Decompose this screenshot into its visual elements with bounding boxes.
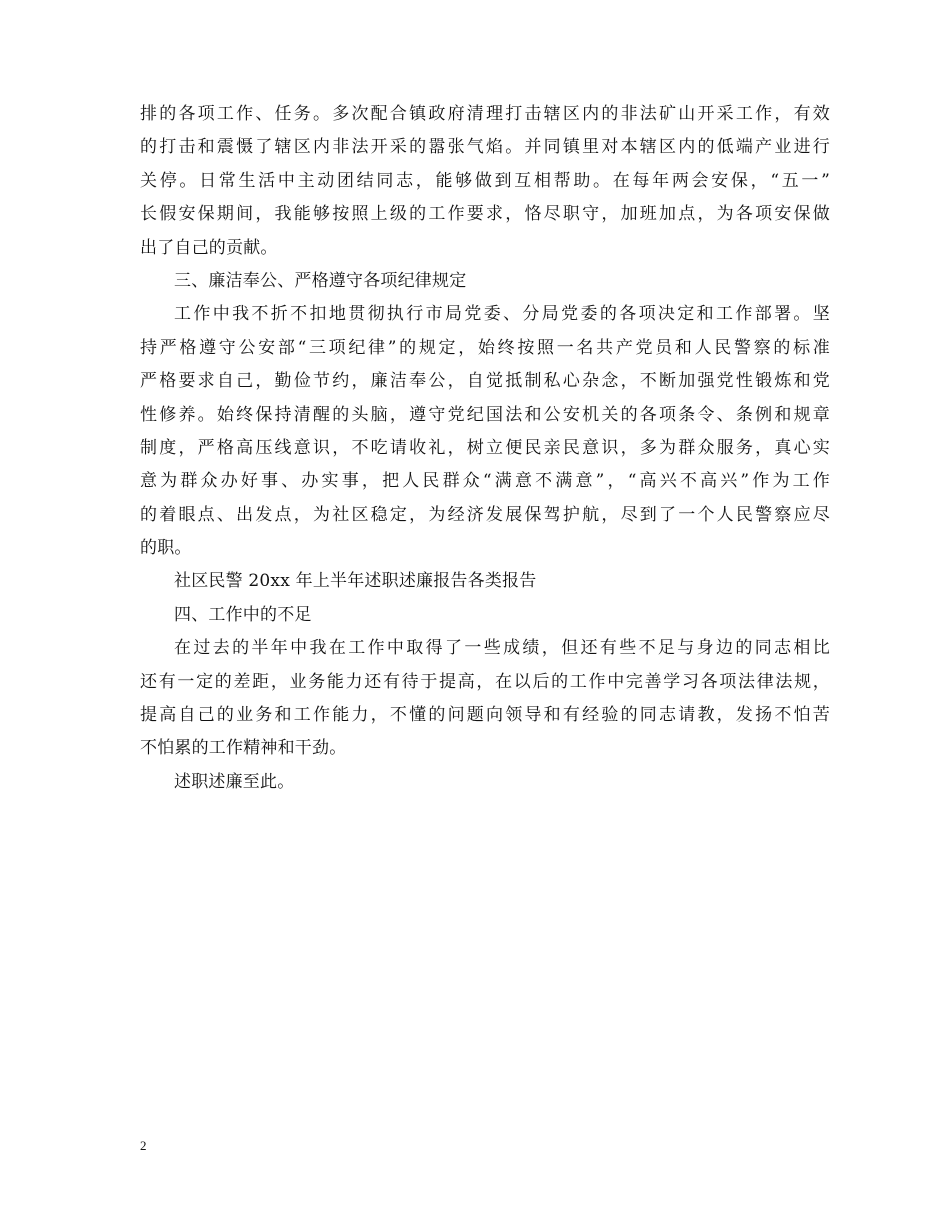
text-line: 的职。 — [140, 538, 192, 559]
text-line: 四、工作中的不足 — [174, 604, 312, 625]
text-line: 不怕累的工作精神和干劲。 — [140, 738, 347, 759]
text-line: 还有一定的差距，业务能力还有待于提高，在以后的工作中完善学习各项法律法规， — [140, 671, 830, 692]
text-line: 工作中我不折不扣地贯彻执行市局党委、分局党委的各项决定和工作部署。坚 — [174, 304, 830, 325]
text-line: 长假安保期间，我能够按照上级的工作要求，恪尽职守，加班加点，为各项安保做 — [140, 204, 830, 225]
text-line: 性修养。始终保持清醒的头脑，遵守党纪国法和公安机关的各项条令、条例和规章 — [140, 404, 830, 425]
document-body — [140, 98, 830, 799]
text-line: 意为群众办好事、办实事，把人民群众“满意不满意”，“高兴不高兴”作为工作 — [140, 471, 830, 492]
text-line: 出了自己的贡献。 — [140, 237, 278, 258]
text-line: 述职述廉至此。 — [174, 771, 295, 792]
text-line: 关停。日常生活中主动团结同志，能够做到互相帮助。在每年两会安保，“五一” — [140, 170, 830, 191]
text-line: 提高自己的业务和工作能力，不懂的问题向领导和有经验的同志请教，发扬不怕苦 — [140, 705, 830, 726]
text-line: 在过去的半年中我在工作中取得了一些成绩，但还有些不足与身边的同志相比 — [174, 638, 830, 659]
text-line: 的着眼点、出发点，为社区稳定，为经济发展保驾护航，尽到了一个人民警察应尽 — [140, 504, 830, 525]
text-line: 制度，严格高压线意识，不吃请收礼，树立便民亲民意识，多为群众服务，真心实 — [140, 437, 830, 458]
text-line: 三、廉洁奉公、严格遵守各项纪律规定 — [174, 270, 467, 291]
page-number: 2 — [140, 1138, 147, 1153]
text-line: 的打击和震慑了辖区内非法开采的嚣张气焰。并同镇里对本辖区内的低端产业进行 — [140, 137, 830, 158]
text-line: 排的各项工作、任务。多次配合镇政府清理打击辖区内的非法矿山开采工作，有效 — [140, 104, 830, 124]
text-line: 持严格遵守公安部“三项纪律”的规定，始终按照一名共产党员和人民警察的标准 — [140, 337, 830, 358]
text-line: 严格要求自己，勤俭节约，廉洁奉公，自觉抵制私心杂念，不断加强党性锻炼和党 — [140, 371, 830, 392]
text-line: 社区民警 20xx 年上半年述职述廉报告各类报告 — [174, 571, 537, 592]
